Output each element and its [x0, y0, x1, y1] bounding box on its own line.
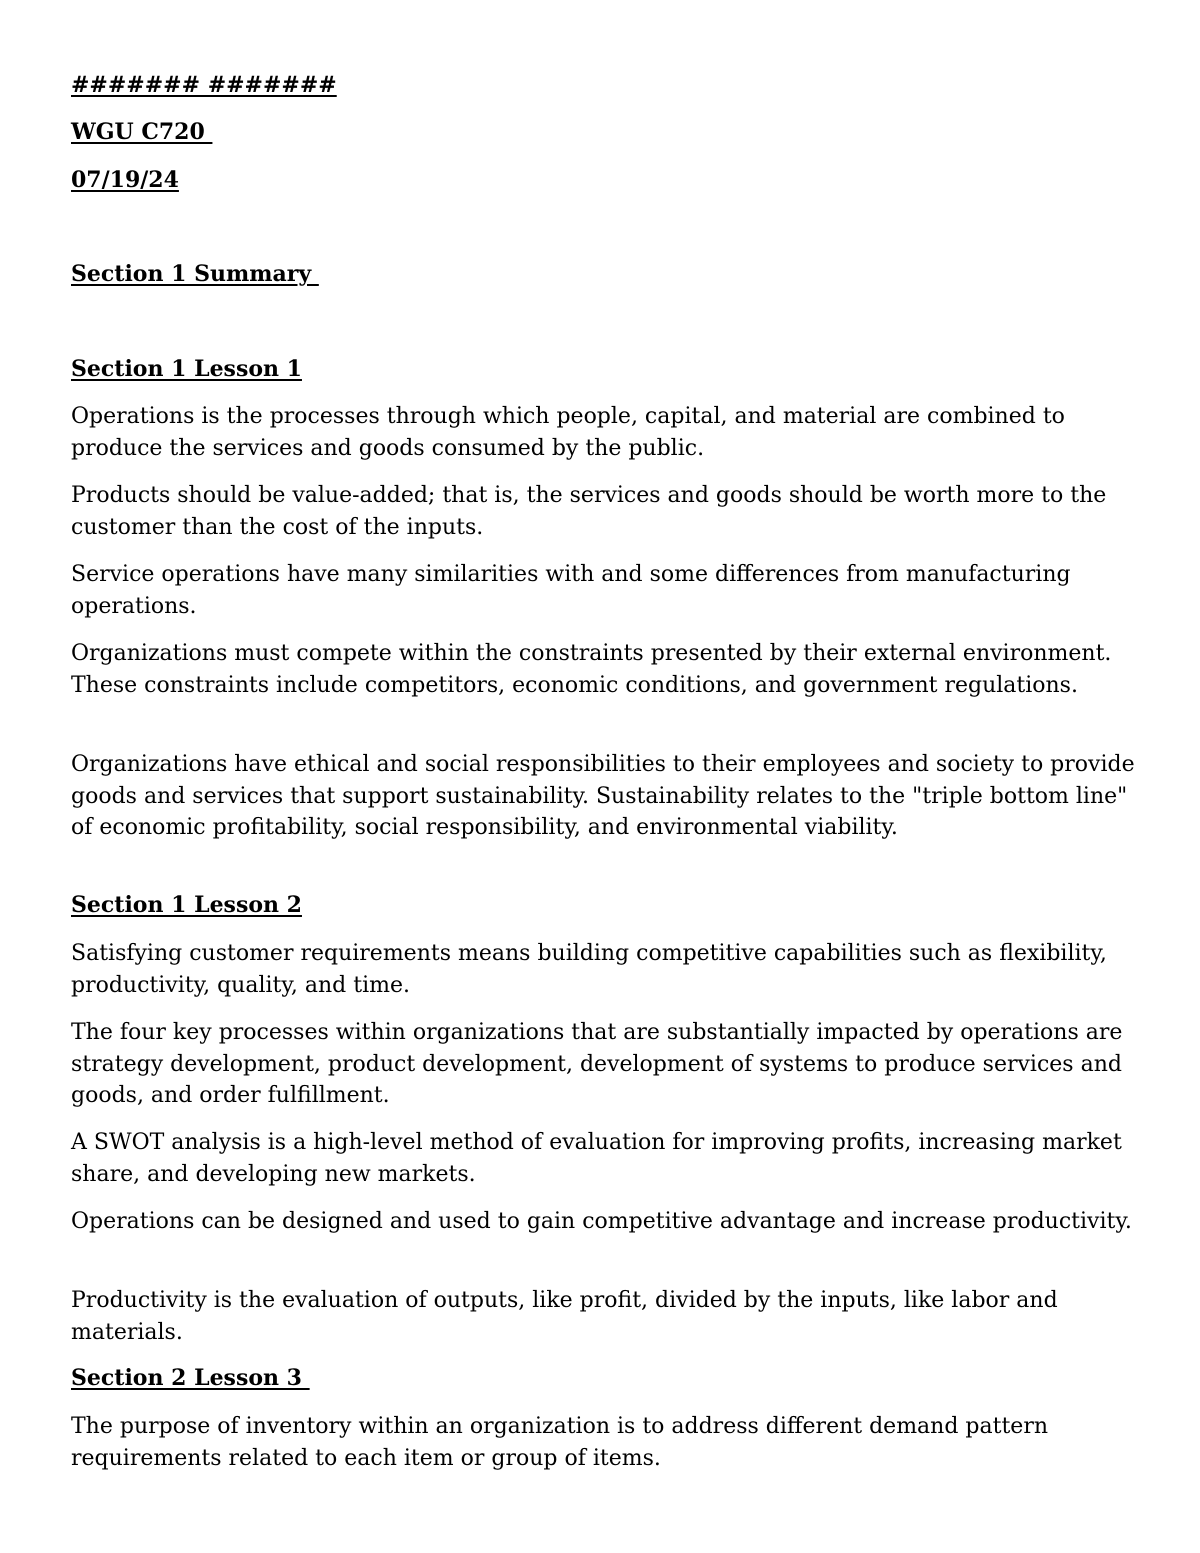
- paragraph: Service operations have many similarities with and some differences from manufacturing operations.: [71, 562, 1071, 619]
- paragraph: The four key processes within organizations that are substantially impacted by operations are strategy development, product development, development of systems to produce services and goods, and order fulfillment.: [71, 1020, 1123, 1108]
- paragraph: Satisfying customer requirements means building competitive capabilities such as flexibility, productivity, quality, and time.: [71, 941, 1107, 998]
- author-name: ####### #######: [71, 72, 337, 98]
- paragraph: Productivity is the evaluation of outputs, like profit, divided by the inputs, like labor and materials.: [71, 1288, 1058, 1345]
- paragraph: Organizations have ethical and social responsibilities to their employees and society to provide goods and services that support sustainability. Sustainability relates to the "triple bottom line" of economic profitability, social responsibility, and environmental viability.: [71, 752, 1135, 840]
- course-code: WGU C720: [71, 119, 213, 145]
- paragraph: Operations is the processes through which people, capital, and material are combined to produce the services and goods consumed by the public.: [71, 404, 1065, 461]
- paragraph: The purpose of inventory within an organization is to address different demand pattern requirements related to each item or group of items.: [71, 1414, 1049, 1471]
- lesson-2-heading: Section 1 Lesson 2: [71, 892, 302, 918]
- document-date: 07/19/24: [71, 167, 179, 193]
- lesson-1-heading: Section 1 Lesson 1: [71, 356, 302, 382]
- paragraph: Organizations must compete within the constraints presented by their external environment. These constraints include competitors, economic conditions, and government regulations.: [71, 641, 1112, 698]
- paragraph: Operations can be designed and used to gain competitive advantage and increase productivity.: [71, 1209, 1132, 1234]
- lesson-3-heading: Section 2 Lesson 3: [71, 1365, 310, 1391]
- section-summary-heading: Section 1 Summary: [71, 261, 319, 287]
- paragraph: Products should be value-added; that is, the services and goods should be worth more to the customer than the cost of the inputs.: [71, 483, 1107, 540]
- paragraph: A SWOT analysis is a high-level method of evaluation for improving profits, increasing market share, and developing new markets.: [71, 1130, 1122, 1187]
